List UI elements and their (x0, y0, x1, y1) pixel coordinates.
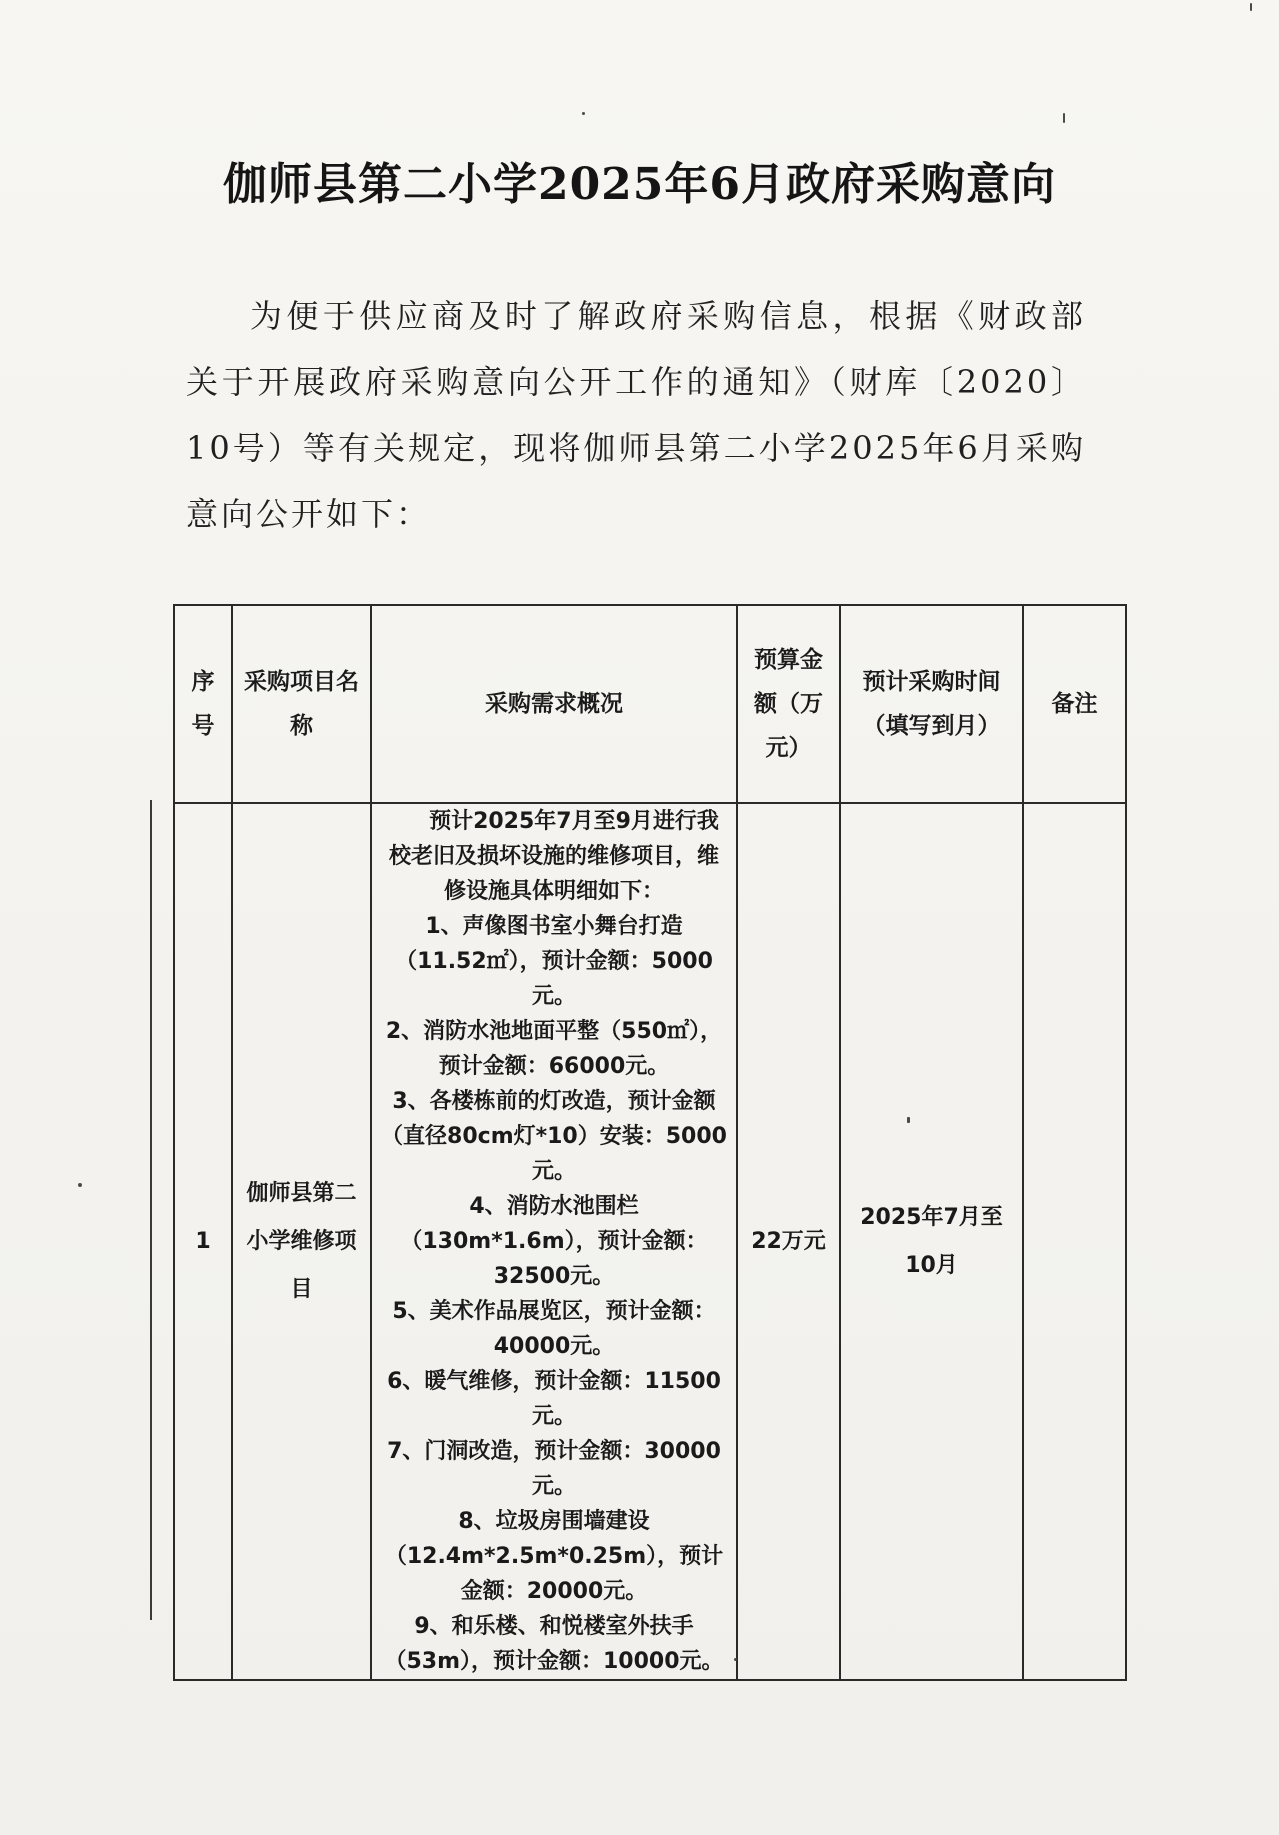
header-project-name: 采购项目名称 (232, 605, 371, 803)
procurement-table (173, 604, 1127, 1681)
scan-margin-line (150, 800, 152, 1620)
cell-no: 1 (174, 803, 232, 1680)
demand-intro: 预计2025年7月至9月进行我校老旧及损坏设施的维修项目，维修设施具体明细如下： (388, 809, 719, 904)
demand-item: 5、美术作品展览区，预计金额：40000元。 (392, 1299, 716, 1359)
scan-speck (907, 1117, 910, 1123)
cell-project-name: 伽师县第二小学维修项目 (232, 803, 371, 1680)
scan-speck (78, 1183, 82, 1187)
demand-item: 2、消防水池地面平整（550㎡），预计金额：66000元。 (385, 1019, 723, 1079)
header-procurement-time: 预计采购时间（填写到月） (840, 605, 1023, 803)
header-demand-summary: 采购需求概况 (371, 605, 737, 803)
header-no: 序号 (174, 605, 232, 803)
demand-item: 3、各楼栋前的灯改造，预计金额（直径80cm灯*10）安装：5000元。 (381, 1089, 727, 1184)
scan-speck (1063, 113, 1065, 123)
scan-speck (734, 1658, 737, 1661)
cell-budget: 22万元 (737, 803, 840, 1680)
demand-item: 9、和乐楼、和悦楼室外扶手（53m），预计金额：10000元。 (384, 1614, 724, 1674)
table-row (174, 803, 1126, 1680)
header-note: 备注 (1023, 605, 1126, 803)
demand-item: 8、垃圾房围墙建设（12.4m*2.5m*0.25m），预计金额：20000元。 (384, 1509, 724, 1604)
demand-item: 4、消防水池围栏（130m*1.6m），预计金额：32500元。 (400, 1194, 708, 1289)
scan-speck (582, 112, 585, 115)
intro-paragraph: 为便于供应商及时了解政府采购信息，根据《财政部关于开展政府采购意向公开工作的通知》（财库〔2020〕10号）等有关规定，现将伽师县第二小学2025年6月采购意向公开如下： (186, 297, 1086, 533)
demand-item: 1、声像图书室小舞台打造（11.52㎡），预计金额：5000元。 (395, 914, 713, 1009)
demand-item: 6、暖气维修，预计金额：11500元。 (387, 1369, 721, 1429)
table-header-row (174, 605, 1126, 803)
cell-procurement-time: 2025年7月至10月 (840, 803, 1023, 1680)
cell-demand-summary (371, 803, 737, 1680)
demand-item: 7、门洞改造，预计金额：30000元。 (387, 1439, 721, 1499)
cell-note (1023, 803, 1126, 1680)
document-title: 伽师县第二小学2025年6月政府采购意向 (222, 159, 1057, 210)
header-budget: 预算金额（万元） (737, 605, 840, 803)
scan-speck (1250, 3, 1252, 11)
